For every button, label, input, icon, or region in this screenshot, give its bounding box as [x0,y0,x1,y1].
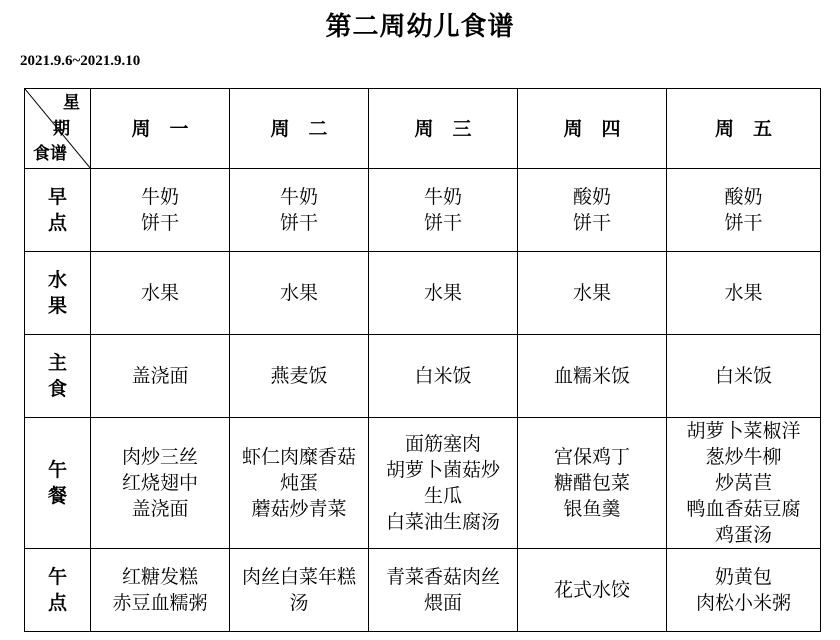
row-header-char: 水 [47,269,67,291]
corner-label-bottom: 食谱 [33,144,67,164]
menu-item: 银鱼羹 [563,498,621,520]
menu-cell [230,169,369,252]
menu-item: 煨面 [423,592,462,614]
menu-item: 饼干 [140,212,179,234]
menu-item: 蘑菇炒青菜 [251,498,347,520]
menu-item: 燕麦饭 [270,365,328,387]
row-header-char: 早 [47,186,67,208]
meal-row-staple [25,335,821,418]
menu-item: 肉炒三丝 [121,446,198,468]
menu-item: 饼干 [572,212,611,234]
menu-cell [230,335,369,418]
row-header-fruit [25,252,91,335]
row-header-char: 点 [47,592,67,614]
meal-row-fruit [25,252,821,335]
menu-item: 酸奶 [572,186,611,208]
menu-cell [518,418,667,549]
corner-label-mid: 期 [53,119,70,139]
menu-item: 饼干 [724,212,763,234]
day-header-fri: 周 五 [667,89,821,169]
menu-item: 血糯米饭 [553,365,630,387]
menu-item: 鸡蛋汤 [714,524,772,546]
menu-cell [369,252,518,335]
meal-row-afternoon-snack [25,549,821,632]
row-header-char: 餐 [47,485,67,507]
header-row [25,89,821,169]
day-header-wed: 周 三 [369,89,518,169]
row-header-char: 点 [47,212,67,234]
menu-cell [230,549,369,632]
menu-cell [91,418,230,549]
row-header-char: 午 [47,459,67,481]
menu-item: 饼干 [423,212,462,234]
menu-item: 肉松小米粥 [695,592,791,614]
menu-item: 虾仁肉糜香菇 [241,446,356,468]
menu-cell [369,169,518,252]
menu-item: 奶黄包 [714,566,772,588]
menu-item: 糖醋包菜 [553,472,630,494]
day-header-thu: 周 四 [518,89,667,169]
menu-item: 水果 [423,282,462,304]
menu-item: 汤 [289,592,309,614]
menu-item: 炖蛋 [279,472,318,494]
menu-table [24,88,821,632]
menu-cell [369,418,518,549]
menu-item: 肉丝白菜年糕 [241,566,356,588]
menu-cell [667,335,821,418]
menu-item: 牛奶 [279,186,318,208]
menu-item: 水果 [572,282,611,304]
menu-cell [518,549,667,632]
menu-item: 饼干 [279,212,318,234]
menu-item: 红烧翅中 [121,472,198,494]
menu-item: 面筋塞肉 [404,433,481,455]
day-header-mon: 周 一 [91,89,230,169]
menu-cell [91,169,230,252]
menu-cell [369,549,518,632]
menu-item: 水果 [140,282,179,304]
meal-row-breakfast-snack [25,169,821,252]
menu-item: 胡萝卜菜椒洋 [686,420,801,442]
menu-item: 炒莴苣 [714,472,772,494]
menu-cell [91,335,230,418]
meal-row-lunch [25,418,821,549]
row-header-breakfast-snack [25,169,91,252]
menu-item: 赤豆血糯粥 [112,592,208,614]
menu-cell [518,335,667,418]
menu-cell [369,335,518,418]
corner-cell [25,89,91,169]
corner-label-top: 星 [63,93,80,113]
menu-item: 酸奶 [724,186,763,208]
menu-item: 盖浇面 [131,498,189,520]
menu-item: 牛奶 [423,186,462,208]
menu-item: 白米饭 [414,365,472,387]
menu-cell [667,549,821,632]
menu-cell [91,549,230,632]
menu-cell [230,252,369,335]
menu-item: 白菜油生腐汤 [385,511,500,533]
menu-cell [518,252,667,335]
page-title: 第二周幼儿食谱 [325,12,515,42]
row-header-lunch [25,418,91,549]
menu-item: 宫保鸡丁 [553,446,630,468]
menu-cell [667,418,821,549]
row-header-char: 午 [47,566,67,588]
row-header-char: 果 [47,295,67,317]
menu-item: 鸭血香菇豆腐 [686,498,801,520]
date-range: 2021.9.6~2021.9.10 [20,53,141,69]
menu-item: 花式水饺 [553,579,630,601]
menu-item: 红糖发糕 [121,566,198,588]
menu-item: 水果 [279,282,318,304]
menu-cell [667,169,821,252]
menu-item: 胡萝卜菌菇炒 [385,459,500,481]
menu-cell [518,169,667,252]
menu-cell [230,418,369,549]
menu-item: 牛奶 [140,186,179,208]
row-header-char: 食 [47,378,67,400]
menu-item: 水果 [724,282,763,304]
row-header-staple [25,335,91,418]
menu-item: 葱炒牛柳 [705,446,782,468]
row-header-char: 主 [47,352,67,374]
menu-item: 生瓜 [423,485,462,507]
menu-item: 青菜香菇肉丝 [385,566,500,588]
menu-cell [667,252,821,335]
row-header-afternoon-snack [25,549,91,632]
menu-item: 盖浇面 [131,365,189,387]
menu-item: 白米饭 [714,365,772,387]
menu-cell [91,252,230,335]
day-header-tue: 周 二 [230,89,369,169]
